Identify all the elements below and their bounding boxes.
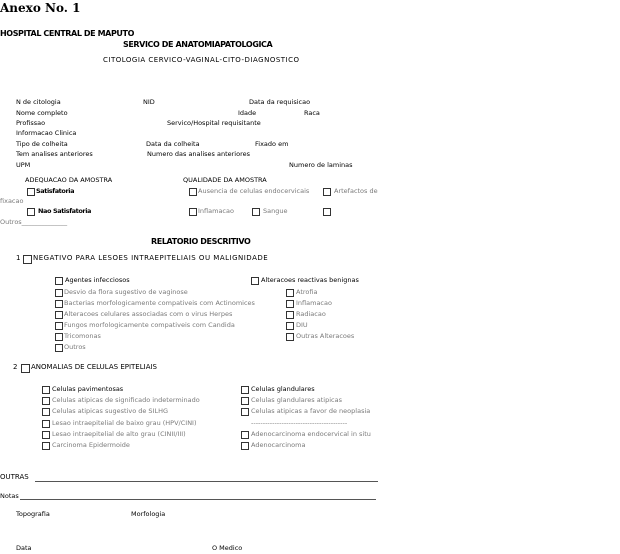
field-servico-requisitante: Servico/Hospital requisitante bbox=[167, 119, 261, 127]
field-upm: UPM bbox=[16, 161, 31, 169]
field-numero-analises: Numero das analises anteriores bbox=[147, 150, 251, 158]
pavimentosa-item-label: Carcinoma Epidermoide bbox=[52, 441, 130, 449]
glandulares-label: Celulas glandulares bbox=[251, 385, 315, 393]
glandular-divider: ----------------------------------------- bbox=[251, 419, 348, 427]
reactiva-item-label: Atrofia bbox=[296, 288, 318, 296]
field-idade: Idade bbox=[238, 109, 257, 117]
pavimentosa-item-label: Lesao intraepitelial de alto grau (CINII/III) bbox=[52, 430, 186, 438]
inflamacao-quality-label: Inflamacao bbox=[198, 207, 234, 215]
service-title: SERVICO DE ANATOMIAPATOLOGICA bbox=[123, 40, 273, 49]
agente-item-label: Alteracoes celulares associadas com o virus Herpes bbox=[64, 310, 233, 318]
outras-line[interactable] bbox=[35, 481, 378, 482]
agente-item-checkbox[interactable] bbox=[55, 322, 63, 330]
negativo-checkbox[interactable] bbox=[23, 255, 32, 264]
field-fixado-em: Fixado em bbox=[255, 140, 289, 148]
ausencia-checkbox[interactable] bbox=[189, 188, 197, 196]
pavimentosa-item-checkbox[interactable] bbox=[42, 397, 50, 405]
pavimentosas-label: Celulas pavimentosas bbox=[52, 385, 124, 393]
agente-item-label: Fungos morfologicamente compativeis com Candida bbox=[64, 321, 235, 329]
field-tem-analises: Tem analises anteriores bbox=[16, 150, 93, 158]
pavimentosa-item-label: Celulas atipicas de significado indeterminado bbox=[52, 396, 200, 404]
pavimentosa-item-checkbox[interactable] bbox=[42, 442, 50, 450]
pavimentosa-item-label: Celulas atipicas sugestivo de SILHG bbox=[52, 407, 169, 415]
agente-item-checkbox[interactable] bbox=[55, 344, 63, 352]
agente-item-label: Tricomonas bbox=[64, 332, 101, 340]
notas-line[interactable] bbox=[20, 499, 376, 500]
agente-item-label: Desvio da flora sugestivo de vaginose bbox=[64, 288, 188, 296]
glandular-item-checkbox[interactable] bbox=[241, 442, 249, 450]
agente-item-checkbox[interactable] bbox=[55, 311, 63, 319]
glandular-item-label: Celulas glandulares atipicas bbox=[251, 396, 342, 404]
fixacao-label: fixacao bbox=[0, 197, 24, 205]
data-label: Data bbox=[16, 544, 32, 552]
agentes-label: Agentes infecciosos bbox=[65, 276, 130, 284]
agente-item-checkbox[interactable] bbox=[55, 333, 63, 341]
pavimentosas-checkbox[interactable] bbox=[42, 386, 50, 394]
reactivas-label: Alteracoes reactivas benignas bbox=[261, 276, 359, 284]
reactiva-item-label: Radiacao bbox=[296, 310, 326, 318]
glandular-item-label: Adenocarcinoma bbox=[251, 441, 306, 449]
medico-label: O Medico bbox=[212, 544, 243, 552]
hospital-name: HOSPITAL CENTRAL DE MAPUTO bbox=[0, 29, 134, 38]
field-numero-laminas: Numero de laminas bbox=[289, 161, 353, 169]
reactiva-item-checkbox[interactable] bbox=[286, 333, 294, 341]
sangue-label: Sangue bbox=[263, 207, 288, 215]
field-nid: NID bbox=[143, 98, 155, 106]
reactivas-checkbox[interactable] bbox=[251, 277, 259, 285]
reactiva-item-label: Inflamacao bbox=[296, 299, 332, 307]
glandulares-checkbox[interactable] bbox=[241, 386, 249, 394]
reactiva-item-checkbox[interactable] bbox=[286, 322, 294, 330]
glandular-item-checkbox[interactable] bbox=[241, 408, 249, 416]
reactiva-item-checkbox[interactable] bbox=[286, 289, 294, 297]
field-nome-completo: Nome completo bbox=[16, 109, 68, 117]
relatorio-title: RELATORIO DESCRITIVO bbox=[151, 237, 251, 246]
field-tipo-colheita: Tipo de colheita bbox=[16, 140, 68, 148]
anomalias-checkbox[interactable] bbox=[21, 364, 30, 373]
outras-label: OUTRAS bbox=[0, 473, 29, 481]
agente-item-checkbox[interactable] bbox=[55, 300, 63, 308]
sangue-checkbox[interactable] bbox=[252, 208, 260, 216]
adequacao-outros: Outros______________ bbox=[0, 218, 68, 226]
negativo-label: NEGATIVO PARA LESOES INTRAEPITELIAIS OU MALIGNIDADE bbox=[33, 254, 269, 262]
pavimentosa-item-checkbox[interactable] bbox=[42, 408, 50, 416]
pavimentosa-item-checkbox[interactable] bbox=[42, 420, 50, 428]
reactiva-item-checkbox[interactable] bbox=[286, 311, 294, 319]
qualidade-extra-checkbox[interactable] bbox=[323, 208, 331, 216]
artefactos-label: Artefactos de bbox=[334, 187, 378, 195]
annex-label: Anexo No. 1 bbox=[0, 1, 81, 15]
adequacao-title: ADEQUACAO DA AMOSTRA bbox=[25, 176, 113, 184]
anomalias-label: ANOMALIAS DE CELULAS EPITELIAIS bbox=[31, 363, 157, 371]
reactiva-item-label: DIU bbox=[296, 321, 308, 329]
glandular-item-checkbox[interactable] bbox=[241, 397, 249, 405]
satisfatoria-label: Satisfatoria bbox=[36, 187, 75, 195]
glandular-item-label: Celulas atipicas a favor de neoplasia bbox=[251, 407, 371, 415]
reactiva-item-label: Outras Alteracoes bbox=[296, 332, 355, 340]
field-raca: Raca bbox=[304, 109, 320, 117]
reactiva-item-checkbox[interactable] bbox=[286, 300, 294, 308]
qualidade-title: QUALIDADE DA AMOSTRA bbox=[183, 176, 267, 184]
agente-item-checkbox[interactable] bbox=[55, 289, 63, 297]
pavimentosa-item-checkbox[interactable] bbox=[42, 431, 50, 439]
satisfatoria-checkbox[interactable] bbox=[27, 188, 35, 196]
agente-item-label: Bacterias morfologicamente compativeis com Actinomices bbox=[64, 299, 255, 307]
section-1-number: 1 bbox=[16, 254, 21, 262]
form-subtitle: CITOLOGIA CERVICO-VAGINAL-CITO-DIAGNOSTICO bbox=[103, 56, 300, 64]
inflamacao-quality-checkbox[interactable] bbox=[189, 208, 197, 216]
agentes-checkbox[interactable] bbox=[55, 277, 63, 285]
field-data-requisicao: Data da requisicao bbox=[249, 98, 311, 106]
glandular-item-label: Adenocarcinoma endocervical in situ bbox=[251, 430, 371, 438]
nao-satisfatoria-checkbox[interactable] bbox=[27, 208, 35, 216]
pavimentosa-item-label: Lesao intraepitelial de baixo grau (HPV/CINI) bbox=[52, 419, 197, 427]
topografia-label: Topografia bbox=[16, 510, 50, 518]
nao-satisfatoria-label: Nao Satisfatoria bbox=[38, 207, 92, 215]
field-n-citologia: N de citologia bbox=[16, 98, 61, 106]
artefactos-checkbox[interactable] bbox=[323, 188, 331, 196]
field-informacao-clinica: Informacao Clinica bbox=[16, 129, 77, 137]
field-data-colheita: Data da colheita bbox=[146, 140, 200, 148]
notas-label: Notas bbox=[0, 492, 19, 500]
glandular-item-checkbox[interactable] bbox=[241, 431, 249, 439]
agente-item-label: Outros bbox=[64, 343, 86, 351]
field-profissao: Profissao bbox=[16, 119, 46, 127]
morfologia-label: Morfologia bbox=[131, 510, 166, 518]
section-2-number: 2 bbox=[13, 363, 18, 371]
ausencia-label: Ausencia de celulas endocervicais bbox=[198, 187, 310, 195]
